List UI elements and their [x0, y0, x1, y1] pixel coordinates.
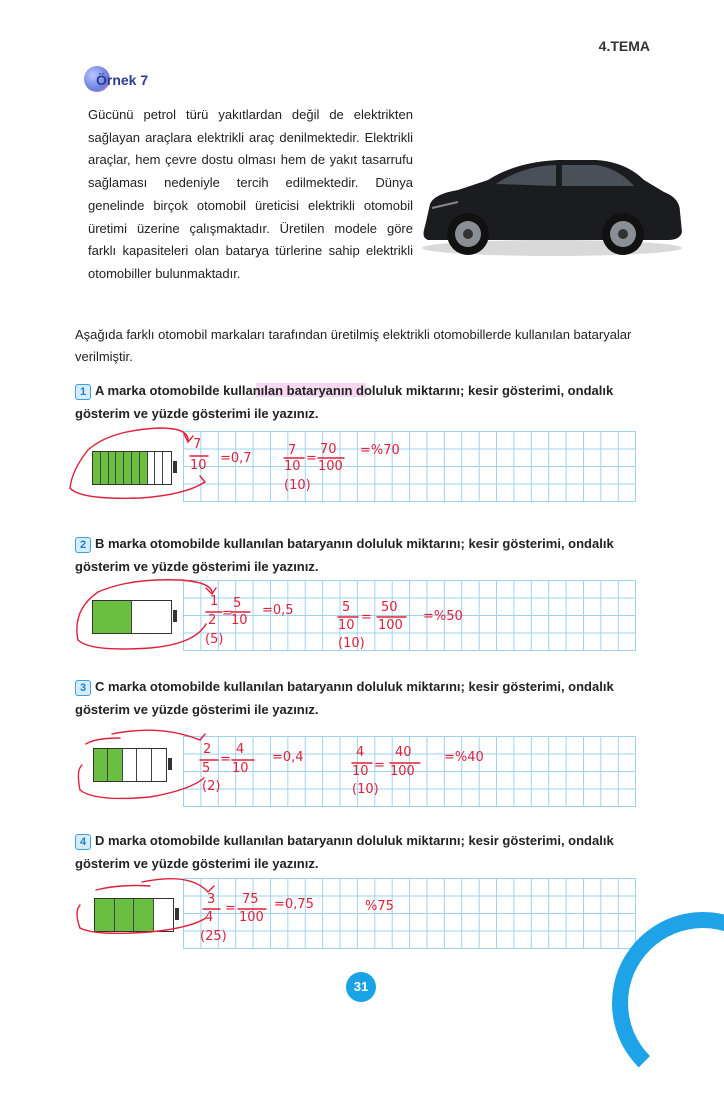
battery-cell-empty	[148, 452, 156, 484]
hw-equals: =	[222, 606, 233, 621]
question-number: 1	[75, 384, 91, 400]
hw-multiplier: (10)	[284, 478, 311, 493]
hw-equals: =	[361, 610, 372, 625]
question-text: C marka otomobilde kullanılan bataryanın doluluk miktarını; kesir gösterimi, ondalık gösterim ve yüzde gösterimi ile yazınız.	[75, 679, 614, 717]
hw-a-den: 5	[202, 761, 211, 776]
battery-cell-full	[108, 749, 122, 781]
battery-tip	[168, 758, 172, 770]
hw-a-den: 10	[190, 458, 207, 473]
battery-cell-full	[134, 899, 154, 931]
hw-percent: %75	[365, 899, 394, 914]
hw-c-num: 4	[356, 745, 365, 760]
hw-b-num: 7	[288, 443, 297, 458]
hw-a-num: 3	[207, 892, 216, 907]
hw-multiplier: (2)	[202, 779, 221, 794]
hw-multiplier: (10)	[352, 782, 379, 797]
hw-multiplier: (5)	[205, 632, 224, 647]
hw-c-den: 100	[318, 459, 343, 474]
hw-c-den: 10	[338, 618, 355, 633]
hw-a-num: 7	[193, 437, 202, 452]
battery-tip	[173, 461, 177, 473]
question-3	[75, 675, 660, 721]
battery-tip	[175, 908, 179, 920]
battery-cell-empty	[154, 899, 174, 931]
hw-equals: =	[220, 752, 231, 767]
hw-b-num: 5	[233, 596, 242, 611]
battery-cell-empty	[163, 452, 171, 484]
theme-label: 4.TEMA	[598, 38, 650, 54]
hw-percent: =%40	[444, 750, 484, 765]
example-paragraph: Gücünü petrol türü yakıtlardan değil de elektrikten sağlayan araçlara elektrikli araç denilmektedir. Elektrikli araçlar, hem çevre dostu olması hem de yakıt tasarrufu sağlaması nedeniyle tercih edilmektedir. Dünya genelinde birçok otomobil üreticisi elektrikli otomobil üretimi üzerine çalışmaktadır. Üretilen modele göre farklı kapasiteleri olan batarya türlerine sahip elektrikli otomobiller bulunmaktadır.	[88, 107, 413, 281]
battery-cell-full	[109, 452, 117, 484]
hw-c-den: 10	[352, 764, 369, 779]
battery-c	[93, 748, 167, 782]
hw-a-den: 2	[208, 613, 217, 628]
battery-cell-empty	[155, 452, 163, 484]
question-1	[75, 379, 660, 425]
hw-b-den: 10	[284, 459, 301, 474]
page-number: 31	[346, 972, 376, 1002]
lead-paragraph: Aşağıda farklı otomobil markaları tarafından üretilmiş elektrikli otomobillerde kullanılan bataryalar verilmiştir.	[75, 327, 632, 364]
battery-cell-full	[124, 452, 132, 484]
hw-b-num: 4	[236, 742, 245, 757]
question-number: 2	[75, 537, 91, 553]
battery-tip	[173, 610, 177, 622]
hw-multiplier: (10)	[338, 636, 365, 651]
hw-c-num: 70	[320, 442, 337, 457]
question-text: D marka otomobilde kullanılan bataryanın doluluk miktarını; kesir gösterimi, ondalık gösterim ve yüzde gösterimi ile yazınız.	[75, 833, 614, 871]
hw-a-num: 2	[203, 742, 212, 757]
hw-decimal: =0,7	[220, 451, 252, 466]
battery-cell-full	[140, 452, 148, 484]
hw-d-num: 50	[381, 600, 398, 615]
battery-cell-empty	[132, 601, 171, 633]
battery-a	[92, 451, 172, 485]
battery-cell-full	[93, 452, 101, 484]
battery-cell-empty	[123, 749, 137, 781]
hw-d-den: 100	[378, 618, 403, 633]
battery-cell-full	[115, 899, 135, 931]
hw-b-den: 10	[232, 761, 249, 776]
question-2	[75, 532, 660, 578]
hw-b-num: 75	[242, 892, 259, 907]
battery-cell-full	[101, 452, 109, 484]
question-4	[75, 829, 660, 875]
hw-decimal: =0,4	[272, 750, 304, 765]
hw-c-num: 5	[342, 600, 351, 615]
answer-grid	[183, 431, 636, 502]
battery-cell-full	[132, 452, 140, 484]
electric-car-image	[418, 150, 686, 260]
question-text: A marka otomobilde kullanılan bataryanın doluluk miktarını; kesir gösterimi, ondalık gösterim ve yüzde gösterimi ile yazınız.	[75, 383, 614, 421]
battery-cell-full	[116, 452, 124, 484]
hw-equals: =	[225, 901, 236, 916]
hw-b-den: 10	[231, 613, 248, 628]
question-text: B marka otomobilde kullanılan bataryanın doluluk miktarını; kesir gösterimi, ondalık gösterim ve yüzde gösterimi ile yazınız.	[75, 536, 614, 574]
battery-cell-full	[94, 749, 108, 781]
hw-decimal: =0,75	[274, 897, 314, 912]
hw-a-num: 1	[210, 594, 219, 609]
battery-cell-empty	[152, 749, 166, 781]
hw-multiplier: (25)	[200, 929, 227, 944]
hw-d-num: 40	[395, 745, 412, 760]
question-number: 4	[75, 834, 91, 850]
hw-decimal: =0,5	[262, 603, 294, 618]
hw-a-den: 4	[205, 910, 214, 925]
hw-equals: =	[374, 758, 385, 773]
battery-d	[94, 898, 174, 932]
battery-cell-empty	[137, 749, 151, 781]
hw-percent: =%50	[423, 609, 463, 624]
battery-cell-full	[93, 601, 132, 633]
battery-cell-full	[95, 899, 115, 931]
question-number: 3	[75, 680, 91, 696]
answer-grid	[183, 580, 636, 651]
hw-percent: =%70	[360, 443, 400, 458]
hw-b-den: 100	[239, 910, 264, 925]
hw-d-den: 100	[390, 764, 415, 779]
hw-equals: =	[306, 451, 317, 466]
example-title: Örnek 7	[96, 72, 149, 88]
battery-b	[92, 600, 172, 634]
